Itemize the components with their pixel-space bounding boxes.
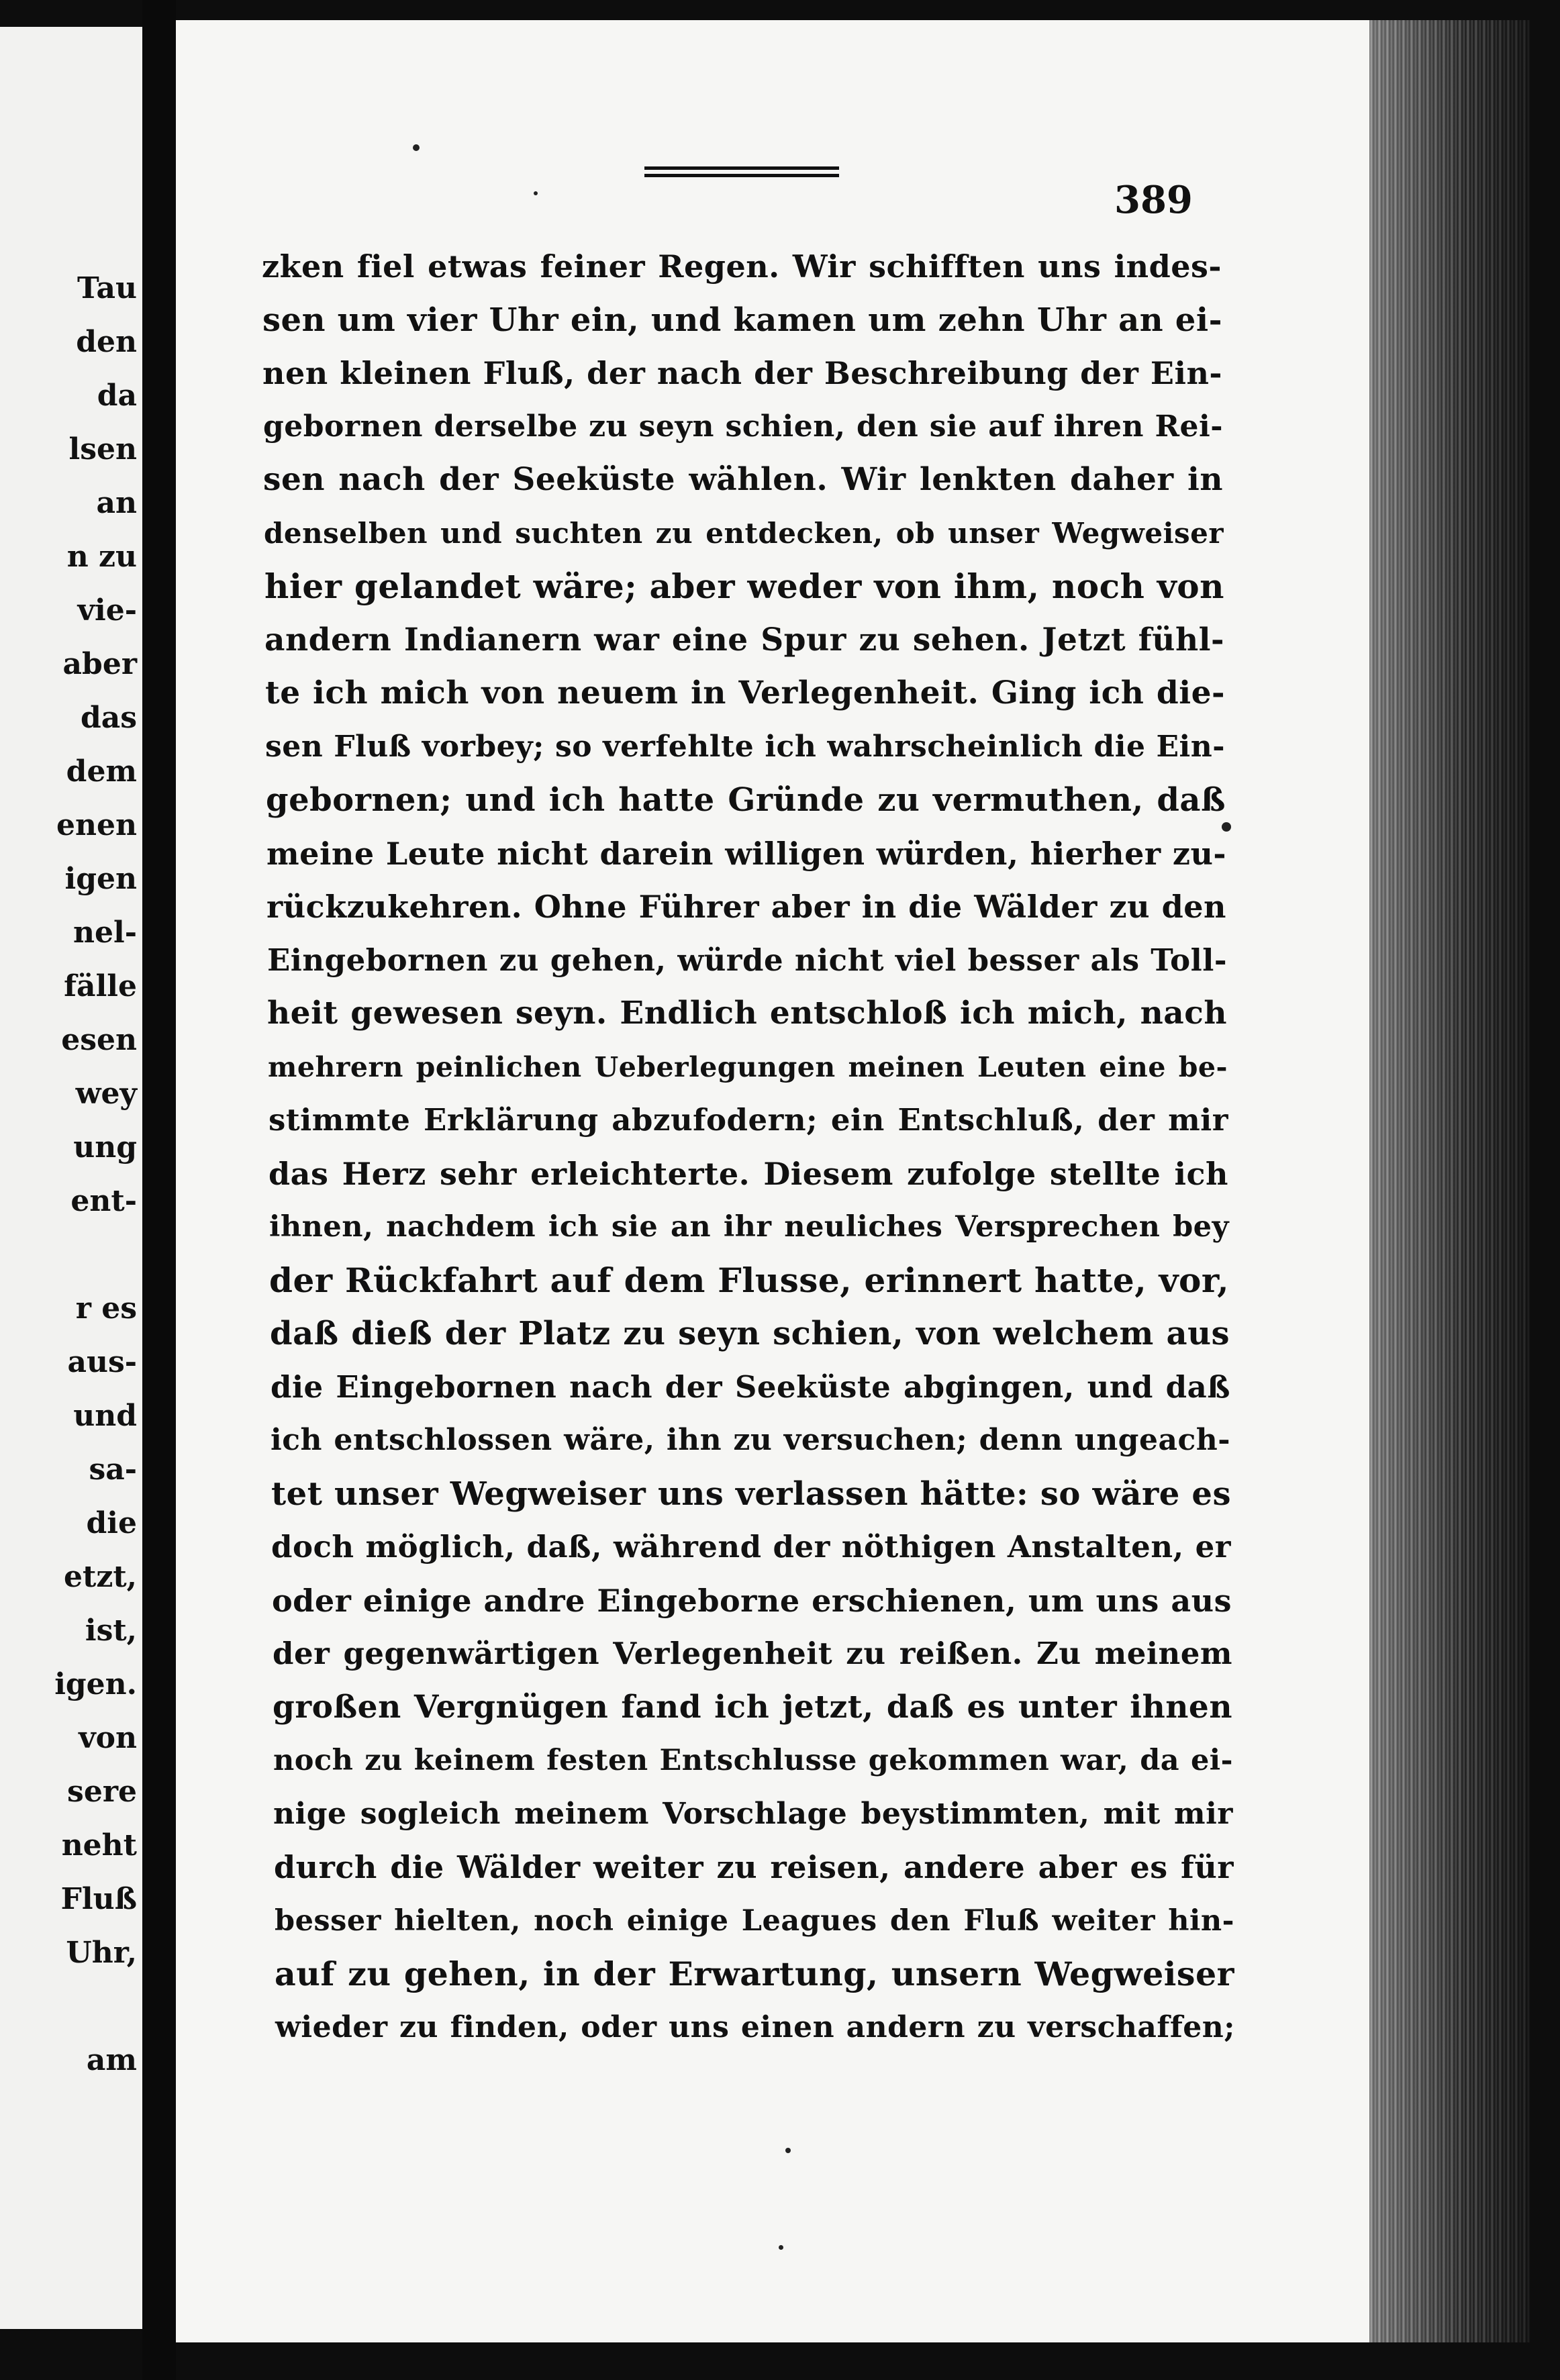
- left-page-text-fragment: neht: [61, 1828, 137, 1863]
- text-line: daß dieß der Platz zu seyn schien, von welchem aus: [270, 1315, 1230, 1352]
- book-gutter: [142, 0, 176, 2380]
- text-line: noch zu keinem festen Entschlusse gekommen war, da ei-: [273, 1744, 1233, 1777]
- left-page-text-fragment: am: [86, 2043, 137, 2077]
- text-line: heit gewesen seyn. Endlich entschloß ich mich, nach: [267, 995, 1227, 1032]
- left-page-text-fragment: nel-: [73, 915, 137, 950]
- left-page-text-fragment: aber: [62, 647, 137, 681]
- left-page-text-fragment: r es: [75, 1291, 137, 1326]
- left-page-text-fragment: Tau: [77, 271, 137, 305]
- page-number: 389: [1114, 178, 1193, 222]
- left-page-text-fragment: dem: [66, 754, 137, 789]
- paper-speck: [413, 144, 420, 151]
- text-line: großen Vergnügen fand ich jetzt, daß es unter ihnen: [273, 1689, 1232, 1726]
- left-page-text-fragment: esen: [61, 1023, 137, 1057]
- paper-speck: [779, 2245, 783, 2250]
- text-line: sen Fluß vorbey; so verfehlte ich wahrscheinlich die Ein-: [265, 730, 1225, 764]
- text-line: meine Leute nicht darein willigen würden, hierher zu-: [266, 836, 1226, 872]
- text-line: denselben und suchten zu entdecken, ob unser Wegweiser: [264, 517, 1224, 550]
- text-line: andern Indianern war eine Spur zu sehen. Jetzt fühl-: [264, 622, 1224, 658]
- text-line: gebornen; und ich hatte Gründe zu vermuthen, daß: [266, 781, 1226, 819]
- left-page-text-fragment: wey: [75, 1077, 137, 1111]
- left-page-text-fragment: vie-: [77, 593, 137, 628]
- text-line: rückzukehren. Ohne Führer aber in die Wälder zu den: [266, 889, 1226, 925]
- left-page-text-fragment: fälle: [64, 969, 137, 1003]
- paper-speck: [785, 2148, 791, 2153]
- text-line: der gegenwärtigen Verlegenheit zu reißen. Zu meinem: [273, 1636, 1232, 1671]
- text-line: durch die Wälder weiter zu reisen, andere aber es für: [274, 1849, 1234, 1885]
- left-page-text-fragment: ung: [73, 1130, 137, 1164]
- left-page-text-fragment: das: [80, 701, 137, 735]
- text-line: gebornen derselbe zu seyn schien, den sie auf ihren Rei-: [263, 409, 1223, 444]
- text-line: der Rückfahrt auf dem Flusse, erinnert hatte, vor,: [269, 1260, 1229, 1300]
- left-page-text-fragment: Uhr,: [66, 1936, 137, 1970]
- header-rule: [644, 166, 839, 177]
- text-line: wieder zu finden, oder uns einen andern zu verschaffen;: [275, 2010, 1235, 2044]
- text-line: nen kleinen Fluß, der nach der Beschreibung der Ein-: [262, 355, 1222, 391]
- left-page-text-fragment: igen: [64, 862, 137, 896]
- previous-page-fragment: [0, 27, 142, 2329]
- text-line: Eingebornen zu gehen, würde nicht viel besser als Toll-: [267, 942, 1227, 978]
- left-page-text-fragment: die: [86, 1506, 137, 1540]
- text-line: die Eingebornen nach der Seeküste abgingen, und daß: [271, 1369, 1230, 1405]
- text-line: doch möglich, daß, während der nöthigen Anstalten, er: [271, 1529, 1231, 1565]
- text-line: tet unser Wegweiser uns verlassen hätte: so wäre es: [271, 1475, 1231, 1513]
- left-page-text-fragment: von: [79, 1721, 137, 1755]
- left-page-text-fragment: sere: [67, 1775, 137, 1809]
- left-page-text-fragment: lsen: [68, 432, 137, 466]
- left-page-text-fragment: sa-: [89, 1452, 137, 1487]
- text-line: oder einige andre Eingeborne erschienen, um uns aus: [272, 1583, 1232, 1619]
- text-line: sen um vier Uhr ein, und kamen um zehn Uhr an ei-: [262, 301, 1222, 339]
- text-line: mehrern peinlichen Ueberlegungen meinen Leuten eine be-: [268, 1051, 1228, 1083]
- left-page-text-fragment: ist,: [85, 1614, 137, 1648]
- left-page-text-fragment: etzt,: [64, 1560, 137, 1594]
- text-line: nige sogleich meinem Vorschlage beystimmten, mit mir: [273, 1797, 1233, 1831]
- paper-speck: [534, 191, 538, 195]
- text-line: auf zu gehen, in der Erwartung, unsern Wegweiser: [275, 1954, 1234, 1993]
- text-line: sen nach der Seeküste wählen. Wir lenkten daher in: [263, 461, 1223, 498]
- left-page-text-fragment: da: [97, 379, 137, 413]
- text-line: hier gelandet wäre; aber weder von ihm, noch von: [264, 566, 1224, 606]
- text-line: besser hielten, noch einige Leagues den Fluß weiter hin-: [275, 1904, 1234, 1938]
- text-line: das Herz sehr erleichterte. Diesem zufolge stellte ich: [269, 1156, 1228, 1192]
- text-line: zken fiel etwas feiner Regen. Wir schifften uns indes-: [262, 248, 1222, 285]
- left-page-text-fragment: enen: [56, 808, 137, 842]
- left-page-text-fragment: igen.: [54, 1667, 137, 1701]
- text-line: te ich mich von neuem in Verlegenheit. Ging ich die-: [265, 675, 1225, 711]
- text-line: stimmte Erklärung abzufodern; ein Entschluß, der mir: [269, 1102, 1228, 1138]
- left-page-text-fragment: und: [73, 1399, 137, 1433]
- left-page-text-fragment: den: [76, 325, 137, 359]
- page-edges-shading: [1369, 20, 1530, 2342]
- text-line: ihnen, nachdem ich sie an ihr neuliches Versprechen bey: [269, 1210, 1229, 1244]
- left-page-text-fragment: ent-: [70, 1184, 137, 1218]
- left-page-text-fragment: an: [96, 486, 137, 520]
- left-page-text-fragment: aus-: [67, 1345, 137, 1379]
- text-line: ich entschlossen wäre, ihn zu versuchen; denn ungeach-: [271, 1423, 1230, 1457]
- left-page-text-fragment: Fluß: [60, 1882, 137, 1916]
- ink-blot: [1222, 822, 1231, 832]
- left-page-text-fragment: n zu: [66, 540, 137, 574]
